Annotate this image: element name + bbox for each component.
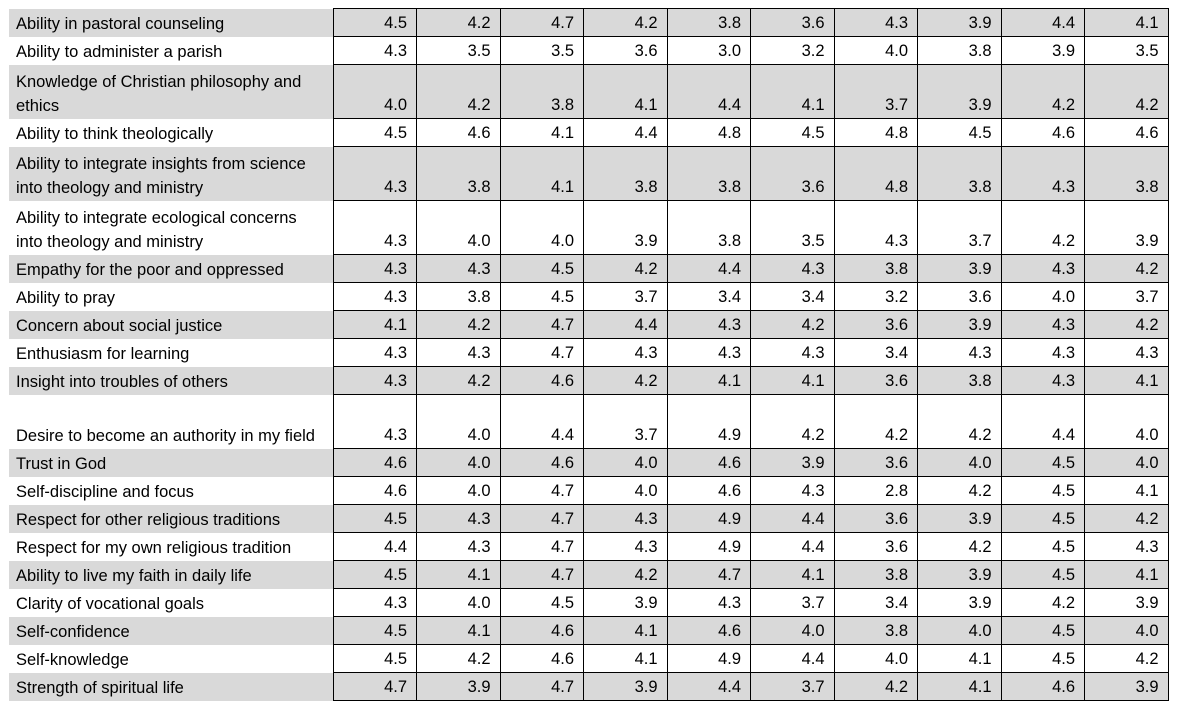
value-cell: 4.0 [417, 449, 501, 477]
row-label: Empathy for the poor and oppressed [9, 255, 333, 283]
row-label: Ability to integrate insights from science into theology and ministry [9, 147, 333, 201]
value-cell: 4.6 [500, 617, 584, 645]
value-cell: 4.3 [1001, 255, 1085, 283]
row-label: Ability in pastoral counseling [9, 9, 333, 37]
value-cell: 4.1 [584, 645, 668, 673]
value-cell: 3.5 [1085, 37, 1169, 65]
value-cell: 3.2 [751, 37, 835, 65]
value-cell: 3.6 [918, 283, 1002, 311]
table-row [9, 339, 1168, 367]
value-cell: 4.0 [417, 589, 501, 617]
value-cell: 3.9 [918, 311, 1002, 339]
value-cell: 4.1 [667, 367, 751, 395]
value-cell: 3.8 [918, 367, 1002, 395]
value-cell: 4.2 [584, 255, 668, 283]
value-cell: 4.6 [1001, 673, 1085, 701]
value-cell: 4.0 [1085, 395, 1169, 449]
value-cell: 4.2 [751, 311, 835, 339]
value-cell: 3.9 [918, 589, 1002, 617]
value-cell: 3.5 [417, 37, 501, 65]
value-cell: 4.7 [667, 561, 751, 589]
value-cell: 3.9 [918, 561, 1002, 589]
value-cell: 4.3 [751, 255, 835, 283]
table-row [9, 367, 1168, 395]
value-cell: 4.3 [751, 477, 835, 505]
value-cell: 4.6 [333, 449, 417, 477]
value-cell: 4.3 [333, 201, 417, 255]
value-cell: 4.2 [1085, 311, 1169, 339]
value-cell: 4.6 [500, 367, 584, 395]
table-row [9, 617, 1168, 645]
value-cell: 4.2 [417, 9, 501, 37]
value-cell: 4.4 [333, 533, 417, 561]
value-cell: 4.4 [1001, 395, 1085, 449]
value-cell: 4.7 [500, 339, 584, 367]
row-label: Concern about social justice [9, 311, 333, 339]
value-cell: 4.3 [333, 395, 417, 449]
table-row [9, 645, 1168, 673]
value-cell: 4.5 [333, 119, 417, 147]
value-cell: 3.8 [834, 255, 918, 283]
value-cell: 3.5 [751, 201, 835, 255]
value-cell: 4.6 [1001, 119, 1085, 147]
value-cell: 4.4 [584, 119, 668, 147]
value-cell: 4.5 [1001, 617, 1085, 645]
value-cell: 4.7 [333, 673, 417, 701]
value-cell: 4.4 [667, 255, 751, 283]
value-cell: 3.7 [751, 589, 835, 617]
value-cell: 3.4 [834, 339, 918, 367]
value-cell: 3.9 [584, 673, 668, 701]
value-cell: 4.0 [417, 395, 501, 449]
value-cell: 4.2 [751, 395, 835, 449]
value-cell: 3.9 [584, 589, 668, 617]
value-cell: 3.8 [667, 201, 751, 255]
value-cell: 4.1 [1085, 477, 1169, 505]
table-row [9, 255, 1168, 283]
table-row [9, 395, 1168, 449]
value-cell: 4.0 [1085, 449, 1169, 477]
row-label: Self-confidence [9, 617, 333, 645]
value-cell: 4.3 [918, 339, 1002, 367]
value-cell: 4.2 [1001, 65, 1085, 119]
value-cell: 3.5 [500, 37, 584, 65]
value-cell: 4.2 [834, 673, 918, 701]
value-cell: 4.1 [333, 311, 417, 339]
value-cell: 3.6 [751, 147, 835, 201]
value-cell: 4.3 [417, 533, 501, 561]
row-label: Knowledge of Christian philosophy and ethics [9, 65, 333, 119]
value-cell: 4.0 [417, 201, 501, 255]
value-cell: 4.3 [333, 589, 417, 617]
value-cell: 3.9 [918, 9, 1002, 37]
value-cell: 3.6 [584, 37, 668, 65]
value-cell: 4.2 [918, 477, 1002, 505]
value-cell: 4.4 [751, 505, 835, 533]
value-cell: 3.9 [918, 65, 1002, 119]
value-cell: 4.5 [333, 505, 417, 533]
row-label: Enthusiasm for learning [16, 344, 190, 363]
value-cell: 4.0 [333, 65, 417, 119]
table-container [9, 8, 1169, 701]
value-cell: 4.2 [1085, 65, 1169, 119]
row-label: Insight into troubles of others [9, 367, 333, 395]
value-cell: 4.5 [751, 119, 835, 147]
value-cell: 4.4 [751, 533, 835, 561]
value-cell: 4.0 [584, 477, 668, 505]
value-cell: 4.1 [417, 561, 501, 589]
value-cell: 4.9 [667, 395, 751, 449]
value-cell: 4.5 [1001, 561, 1085, 589]
value-cell: 3.8 [1085, 147, 1169, 201]
value-cell: 4.7 [500, 673, 584, 701]
value-cell: 4.5 [333, 9, 417, 37]
value-cell: 3.7 [584, 283, 668, 311]
value-cell: 3.6 [834, 367, 918, 395]
value-cell: 3.7 [584, 395, 668, 449]
value-cell: 3.9 [918, 255, 1002, 283]
value-cell: 4.3 [1085, 339, 1169, 367]
value-cell: 4.0 [918, 449, 1002, 477]
value-cell: 4.6 [417, 119, 501, 147]
value-cell: 4.1 [500, 147, 584, 201]
value-cell: 3.8 [918, 37, 1002, 65]
value-cell: 4.2 [1085, 505, 1169, 533]
value-cell: 4.4 [667, 65, 751, 119]
row-label: Trust in God [9, 449, 333, 477]
value-cell: 4.1 [751, 367, 835, 395]
value-cell: 4.6 [667, 477, 751, 505]
value-cell: 3.9 [1085, 589, 1169, 617]
value-cell: 4.2 [584, 367, 668, 395]
value-cell: 4.3 [1085, 533, 1169, 561]
table-row [9, 147, 1168, 201]
value-cell: 4.1 [584, 65, 668, 119]
value-cell: 4.5 [333, 561, 417, 589]
value-cell: 4.8 [834, 147, 918, 201]
value-cell: 3.4 [751, 283, 835, 311]
value-cell: 4.0 [751, 617, 835, 645]
row-label: Self-discipline and focus [16, 482, 194, 501]
value-cell: 3.6 [751, 9, 835, 37]
value-cell: 4.1 [751, 561, 835, 589]
value-cell: 4.5 [333, 645, 417, 673]
value-cell: 4.4 [1001, 9, 1085, 37]
row-label: Respect for my own religious tradition [16, 538, 292, 557]
value-cell: 4.3 [333, 147, 417, 201]
row-label: Ability to integrate ecological concerns into theology and ministry [16, 208, 297, 251]
table-row [9, 119, 1168, 147]
value-cell: 3.9 [918, 505, 1002, 533]
value-cell: 4.5 [1001, 505, 1085, 533]
value-cell: 4.5 [1001, 645, 1085, 673]
value-cell: 4.7 [500, 561, 584, 589]
value-cell: 4.0 [918, 617, 1002, 645]
value-cell: 4.9 [667, 505, 751, 533]
value-cell: 4.9 [667, 645, 751, 673]
value-cell: 3.7 [751, 673, 835, 701]
value-cell: 4.6 [667, 449, 751, 477]
value-cell: 4.2 [918, 533, 1002, 561]
value-cell: 3.4 [834, 589, 918, 617]
value-cell: 3.7 [834, 65, 918, 119]
value-cell: 3.9 [1001, 37, 1085, 65]
table-row [9, 283, 1168, 311]
row-label: Strength of spiritual life [9, 673, 333, 701]
value-cell: 4.3 [417, 505, 501, 533]
value-cell: 4.7 [500, 505, 584, 533]
value-cell: 3.8 [417, 283, 501, 311]
value-cell: 4.0 [1085, 617, 1169, 645]
value-cell: 3.8 [834, 617, 918, 645]
table-row [9, 65, 1168, 119]
value-cell: 3.0 [667, 37, 751, 65]
value-cell: 4.7 [500, 311, 584, 339]
value-cell: 4.3 [751, 339, 835, 367]
value-cell: 3.8 [834, 561, 918, 589]
value-cell: 3.9 [584, 201, 668, 255]
value-cell: 4.2 [417, 311, 501, 339]
value-cell: 3.8 [667, 147, 751, 201]
value-cell: 3.8 [584, 147, 668, 201]
table-row [9, 505, 1168, 533]
value-cell: 4.2 [584, 9, 668, 37]
value-cell: 3.9 [1085, 673, 1169, 701]
value-cell: 4.7 [500, 477, 584, 505]
value-cell: 4.3 [333, 339, 417, 367]
row-label: Ability to live my faith in daily life [9, 561, 333, 589]
value-cell: 4.2 [918, 395, 1002, 449]
value-cell: 4.0 [834, 645, 918, 673]
value-cell: 4.6 [333, 477, 417, 505]
value-cell: 3.6 [834, 311, 918, 339]
value-cell: 4.3 [667, 339, 751, 367]
value-cell: 4.5 [500, 255, 584, 283]
value-cell: 3.6 [834, 449, 918, 477]
table-row [9, 201, 1168, 255]
value-cell: 3.9 [1085, 201, 1169, 255]
value-cell: 4.1 [500, 119, 584, 147]
value-cell: 4.5 [500, 283, 584, 311]
row-label: Clarity of vocational goals [16, 594, 205, 613]
value-cell: 4.3 [1001, 311, 1085, 339]
value-cell: 3.7 [1085, 283, 1169, 311]
value-cell: 4.2 [417, 367, 501, 395]
row-label: Self-knowledge [16, 650, 129, 669]
value-cell: 4.2 [1085, 645, 1169, 673]
table-body [9, 9, 1168, 701]
value-cell: 3.6 [834, 505, 918, 533]
row-label: Desire to become an authority in my field [16, 426, 315, 445]
value-cell: 4.2 [1001, 201, 1085, 255]
value-cell: 3.8 [667, 9, 751, 37]
value-cell: 4.7 [500, 533, 584, 561]
value-cell: 4.2 [584, 561, 668, 589]
value-cell: 3.8 [500, 65, 584, 119]
value-cell: 4.3 [584, 339, 668, 367]
value-cell: 4.3 [417, 339, 501, 367]
value-cell: 4.1 [918, 645, 1002, 673]
value-cell: 4.3 [333, 37, 417, 65]
table-row [9, 9, 1168, 37]
value-cell: 4.6 [500, 449, 584, 477]
value-cell: 4.4 [584, 311, 668, 339]
value-cell: 4.0 [834, 37, 918, 65]
table-row [9, 449, 1168, 477]
value-cell: 4.4 [500, 395, 584, 449]
value-cell: 4.2 [1085, 255, 1169, 283]
value-cell: 4.3 [1001, 339, 1085, 367]
value-cell: 4.3 [584, 533, 668, 561]
value-cell: 4.1 [1085, 367, 1169, 395]
value-cell: 4.9 [667, 533, 751, 561]
value-cell: 4.3 [834, 9, 918, 37]
value-cell: 3.9 [417, 673, 501, 701]
value-cell: 4.2 [834, 395, 918, 449]
value-cell: 4.1 [1085, 561, 1169, 589]
value-cell: 4.3 [1001, 147, 1085, 201]
table-row [9, 589, 1168, 617]
value-cell: 3.4 [667, 283, 751, 311]
table-row [9, 477, 1168, 505]
row-label: Ability to administer a parish [16, 42, 223, 61]
ratings-table [9, 8, 1169, 701]
value-cell: 4.3 [333, 283, 417, 311]
value-cell: 3.8 [918, 147, 1002, 201]
value-cell: 4.3 [333, 255, 417, 283]
value-cell: 4.3 [834, 201, 918, 255]
value-cell: 4.3 [417, 255, 501, 283]
value-cell: 4.1 [584, 617, 668, 645]
value-cell: 4.5 [1001, 449, 1085, 477]
value-cell: 4.0 [584, 449, 668, 477]
value-cell: 4.8 [834, 119, 918, 147]
row-label: Ability to think theologically [16, 124, 214, 143]
value-cell: 4.1 [1085, 9, 1169, 37]
value-cell: 4.0 [500, 201, 584, 255]
value-cell: 4.2 [1001, 589, 1085, 617]
value-cell: 4.1 [918, 673, 1002, 701]
value-cell: 4.6 [500, 645, 584, 673]
value-cell: 3.8 [417, 147, 501, 201]
value-cell: 3.7 [918, 201, 1002, 255]
value-cell: 4.5 [500, 589, 584, 617]
value-cell: 4.2 [417, 65, 501, 119]
value-cell: 4.0 [1001, 283, 1085, 311]
value-cell: 4.7 [500, 9, 584, 37]
value-cell: 4.4 [751, 645, 835, 673]
value-cell: 4.5 [1001, 533, 1085, 561]
value-cell: 2.8 [834, 477, 918, 505]
value-cell: 4.1 [751, 65, 835, 119]
value-cell: 3.2 [834, 283, 918, 311]
value-cell: 4.1 [417, 617, 501, 645]
table-row [9, 533, 1168, 561]
table-row [9, 311, 1168, 339]
value-cell: 4.5 [333, 617, 417, 645]
table-row [9, 561, 1168, 589]
value-cell: 4.3 [584, 505, 668, 533]
row-label: Respect for other religious traditions [9, 505, 333, 533]
value-cell: 4.3 [333, 367, 417, 395]
value-cell: 4.3 [1001, 367, 1085, 395]
value-cell: 4.8 [667, 119, 751, 147]
value-cell: 4.5 [1001, 477, 1085, 505]
table-row [9, 37, 1168, 65]
value-cell: 4.6 [1085, 119, 1169, 147]
value-cell: 3.6 [834, 533, 918, 561]
value-cell: 3.9 [751, 449, 835, 477]
value-cell: 4.0 [417, 477, 501, 505]
row-label: Ability to pray [16, 288, 116, 307]
value-cell: 4.3 [667, 589, 751, 617]
value-cell: 4.4 [667, 673, 751, 701]
value-cell: 4.2 [417, 645, 501, 673]
value-cell: 4.5 [918, 119, 1002, 147]
value-cell: 4.6 [667, 617, 751, 645]
value-cell: 4.3 [667, 311, 751, 339]
